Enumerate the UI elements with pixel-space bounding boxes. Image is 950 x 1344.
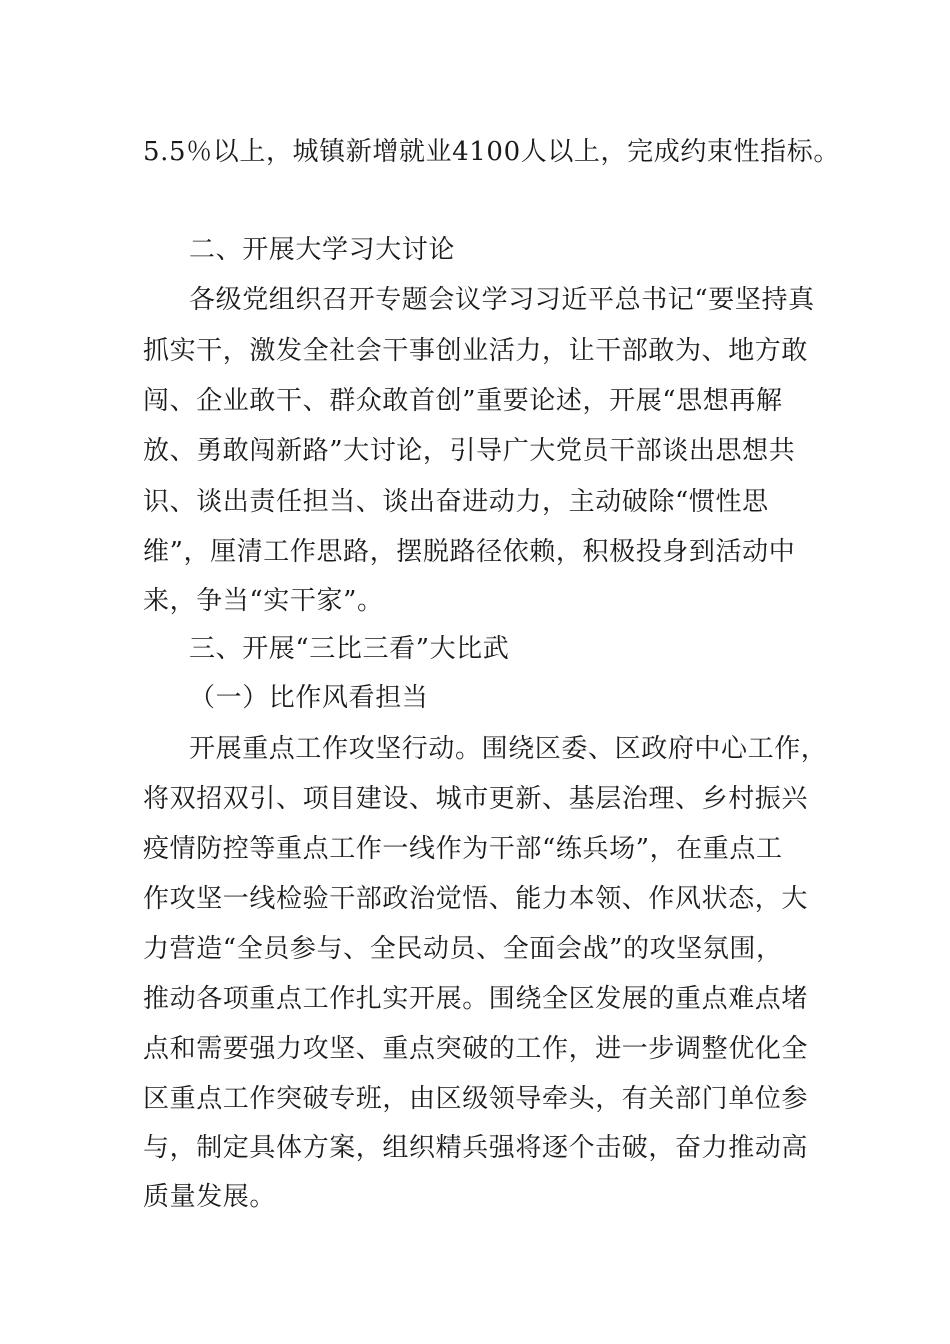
paragraph-line: 各级党组织召开专题会议学习习近平总书记“要坚持真 [189,285,815,315]
paragraph-line: 来，争当“实干家”。 [143,586,384,616]
paragraph-line: 力营造“全员参与、全民动员、全面会战”的攻坚氛围， [143,934,783,964]
paragraph-line: 放、勇敢闯新路”大讨论，引导广大党员干部谈出思想共 [143,436,796,466]
paragraph-line: 作攻坚一线检验干部政治觉悟、能力本领、作风状态，大 [143,884,809,914]
paragraph-line: 质量发展。 [143,1182,277,1212]
paragraph-line: 点和需要强力攻坚、重点突破的工作，进一步调整优化全 [143,1034,809,1064]
paragraph-line: 将双招双引、项目建设、城市更新、基层治理、乡村振兴 [143,784,809,814]
paragraph-line: 开展重点工作攻坚行动。围绕区委、区政府中心工作， [189,734,828,764]
paragraph-line: 区重点工作突破专班，由区级领导牵头，有关部门单位参 [143,1084,809,1114]
paragraph-line: 识、谈出责任担当、谈出奋进动力，主动破除“惯性思 [143,487,769,517]
subsection-heading-1: （一）比作风看担当 [189,683,429,713]
section-heading-2: 二、开展大学习大讨论 [189,235,456,265]
section-heading-3: 三、开展“三比三看”大比武 [189,634,510,664]
paragraph-line: 推动各项重点工作扎实开展。围绕全区发展的重点难点堵 [143,984,809,1014]
paragraph-line: 闯、企业敢干、群众敢首创”重要论述，开展“思想再解 [143,386,783,416]
paragraph-line: 疫情防控等重点工作一线作为干部“练兵场”，在重点工 [143,834,783,864]
paragraph-line-continuation: 5.5％以上，城镇新增就业4100人以上，完成约束性指标。 [143,137,840,167]
paragraph-line: 抓实干，激发全社会干事创业活力，让干部敢为、地方敢 [143,336,809,366]
paragraph-line: 维”，厘清工作思路，摆脱路径依赖，积极投身到活动中 [143,537,796,567]
paragraph-line: 与，制定具体方案，组织精兵强将逐个击破，奋力推动高 [143,1133,809,1163]
